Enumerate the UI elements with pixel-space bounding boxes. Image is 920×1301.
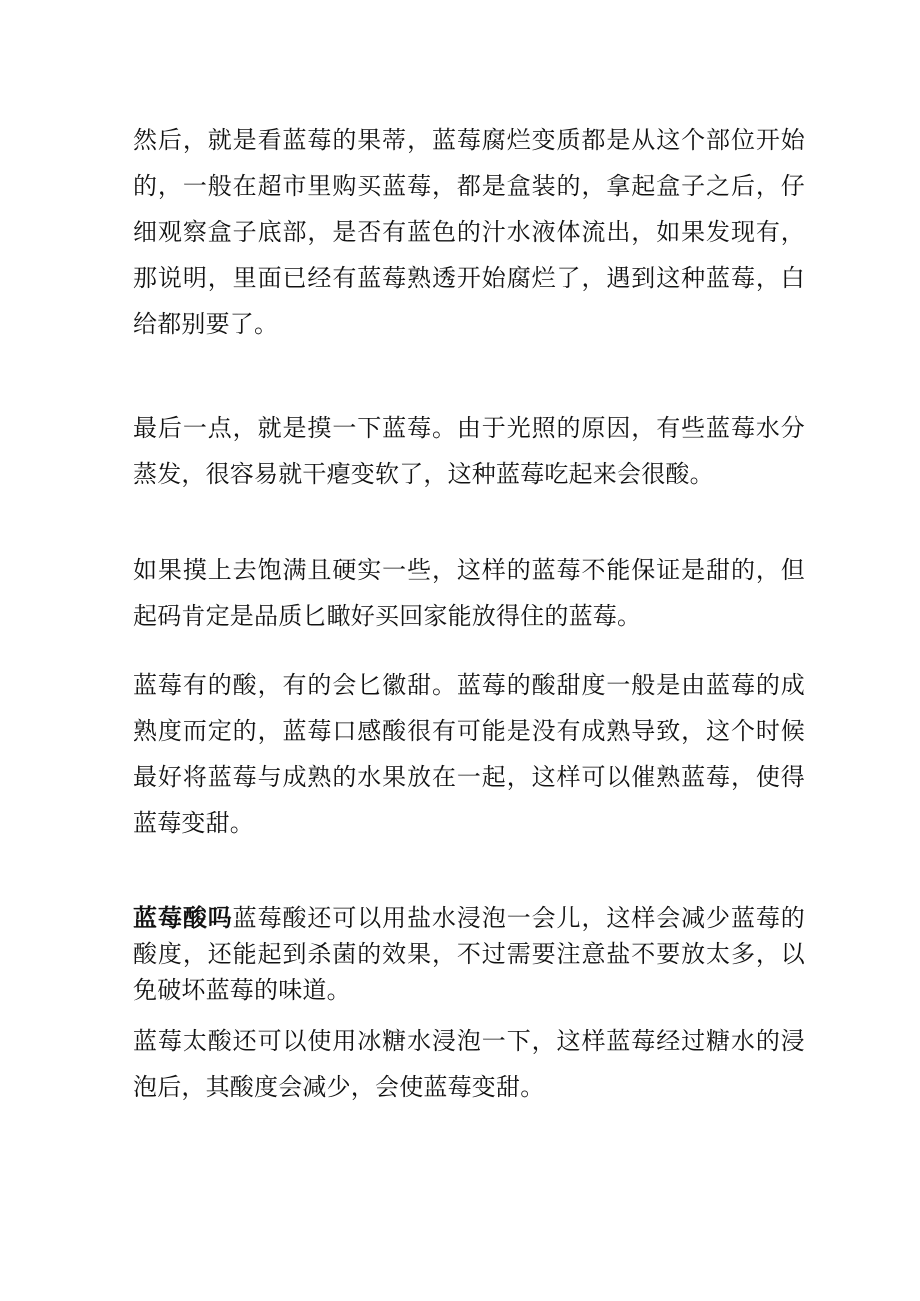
paragraph-fruit-stem: 然后，就是看蓝莓的果蒂，蓝莓腐烂变质都是从这个部位开始的，一般在超市里购买蓝莓，都是盒装的，拿起盒子之后，仔细观察盒子底部，是否有蓝色的汁水液体流出，如果发现有，那说明，里面已经有蓝莓熟透开始腐烂了，遇到这种蓝莓，白给都别要了。 — [133, 126, 805, 338]
paragraph-salt-water — [133, 900, 805, 1008]
paragraph-sweetness-ripeness: 蓝莓有的酸，有的会匕徽甜。蓝莓的酸甜度一般是由蓝莓的成熟度而定的，蓝莓口感酸很有可能是没有成熟导致，这个时候最好将蓝莓与成熟的水果放在一起，这样可以催熟蓝莓，使得蓝莓变甜。 — [133, 671, 805, 837]
paragraph-sugar-water: 蓝莓太酸还可以使用冰糖水浸泡一下，这样蓝莓经过糖水的浸泡后，其酸度会减少，会使蓝莓变甜。 — [133, 1027, 805, 1101]
paragraph-touch-berry: 最后一点，就是摸一下蓝莓。由于光照的原因，有些蓝莓水分蒸发，很容易就干瘪变软了，这种蓝莓吃起来会很酸。 — [133, 414, 805, 488]
bold-lead-heading: 蓝莓酸吗 — [133, 904, 233, 932]
paragraph-plump-firm: 如果摸上去饱满且硬实一些，这样的蓝莓不能保证是甜的，但起码肯定是品质匕瞰好买回家能放得住的蓝莓。 — [133, 556, 805, 630]
salt-water-text: 蓝莓酸还可以用盐水浸泡一会儿，这样会减少蓝莓的酸度，还能起到杀菌的效果，不过需要注意盐不要放太多，以免破坏蓝莓的味道。 — [133, 904, 805, 1004]
